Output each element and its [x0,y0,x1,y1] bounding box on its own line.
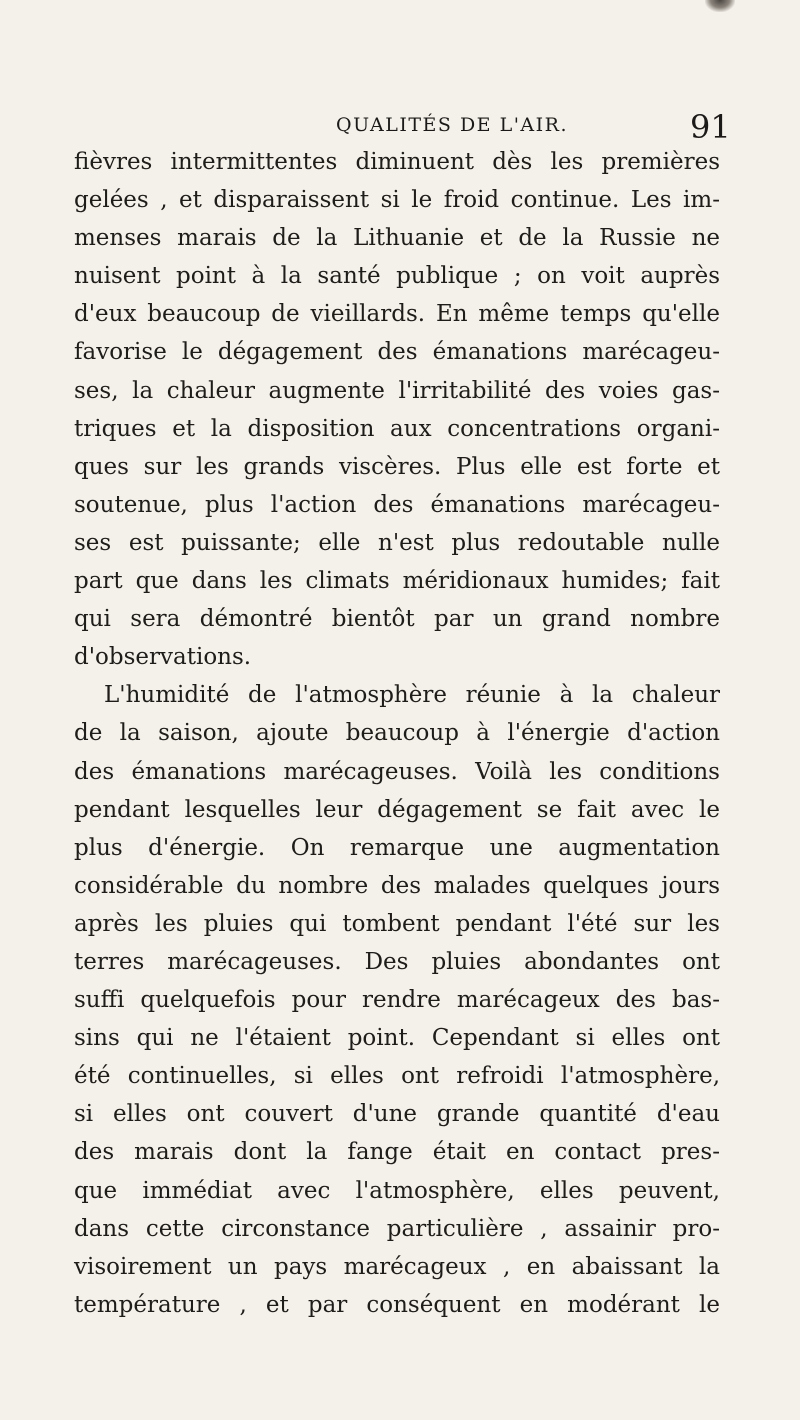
text-line: après les pluies qui tombent pendant l'été sur les [74,910,720,937]
text-line: d'eux beaucoup de vieillards. En même temps qu'elle [74,301,720,328]
text-line: qui sera démontré bientôt par un grand nombre [74,606,720,633]
text-line: visoirement un pays marécageux , en abaissant la [74,1253,720,1280]
text-line: des émanations marécageuses. Voilà les conditions [74,758,720,785]
text-line: plus d'énergie. On remarque une augmentation [74,834,720,861]
text-line: ses est puissante; elle n'est plus redoutable nulle [74,529,720,556]
text-line: si elles ont couvert d'une grande quantité d'eau [74,1101,720,1128]
text-line: que immédiat avec l'atmosphère, elles peuvent, [74,1177,720,1204]
body-text [74,143,720,1324]
text-line: fièvres intermittentes diminuent dès les premières [74,149,720,175]
text-line: de la saison, ajoute beaucoup à l'énergie d'action [74,720,720,747]
text-line: pendant lesquelles leur dégagement se fait avec le [74,796,720,823]
text-line: été continuelles, si elles ont refroidi l'atmosphère, [74,1063,720,1090]
text-line-paragraph-end: d'observations. [74,644,252,671]
text-line: ses, la chaleur augmente l'irritabilité des voies gas- [74,377,720,404]
running-title: QUALITÉS DE L'AIR. [335,114,569,136]
text-line: ques sur les grands viscères. Plus elle est forte et [74,453,720,480]
text-line: nuisent point à la santé publique ; on voit auprès [74,263,720,290]
text-line: soutenue, plus l'action des émanations marécageu- [74,491,720,518]
text-line: menses marais de la Lithuanie et de la Russie ne [74,225,720,252]
text-line: des marais dont la fange était en contact pres- [74,1139,720,1166]
text-line-paragraph-start: L'humidité de l'atmosphère réunie à la chaleur [104,682,720,709]
text-line: triques et la disposition aux concentrations organi- [74,415,720,442]
text-line: favorise le dégagement des émanations marécageu- [74,339,720,366]
text-line: sins qui ne l'étaient point. Cependant si elles ont [74,1025,720,1052]
text-line: gelées , et disparaissent si le froid continue. Les im- [74,187,720,214]
page-number: 91 [690,108,731,146]
text-line: température , et par conséquent en modérant le [74,1291,720,1318]
text-line: terres marécageuses. Des pluies abondantes ont [74,948,720,975]
text-line: considérable du nombre des malades quelques jours [74,872,720,899]
text-line: suffi quelquefois pour rendre marécageux des bas- [74,987,720,1014]
text-line: dans cette circonstance particulière , assainir pro- [74,1215,720,1242]
text-line: part que dans les climats méridionaux humides; fait [74,568,720,595]
page-corner-mark [705,0,735,12]
